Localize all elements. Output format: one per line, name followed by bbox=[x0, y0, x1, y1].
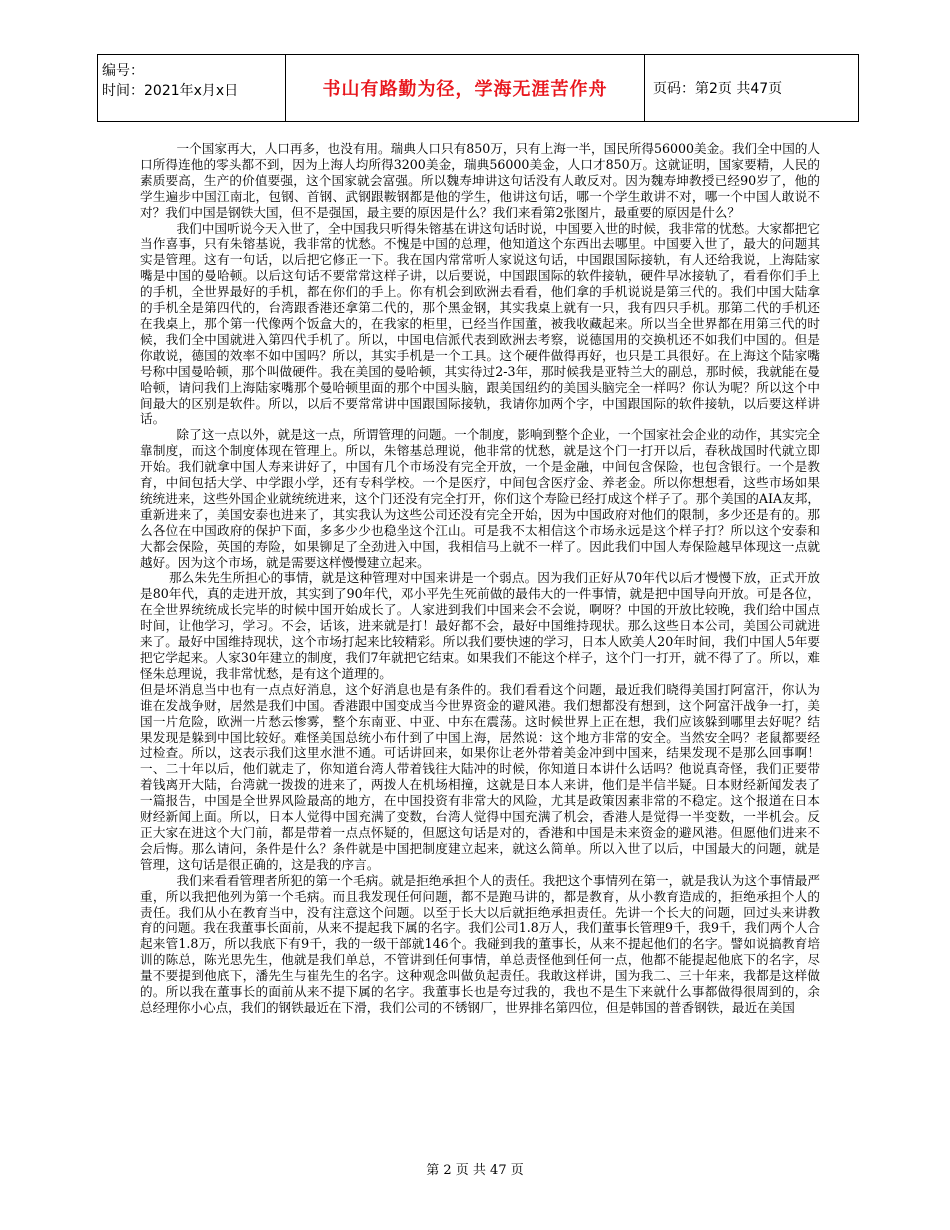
paragraph-3: 除了这一点以外，就是这一点，所谓管理的问题。一个制度，影响到整个企业，一个国家社会企业的动作，其实完全靠制度，而这个制度体现在管理上。所以，朱镕基总理说，他非常的忧愁，就是这个门一打开以后，春秋战国时代就立即开始。我们就拿中国人寿来讲好了，中国有几个市场没有完全开放，一个是金融，中间包含保险，也包含银行。一个是教育，中间包括大学、中学跟小学，还有专科学校。一个是医疗，中间包含医疗金、养老金。所以你想想看，这些市场如果统统进来，这些外国企业就统统进来，这个门还没有完全打开，你们这个寿险已经打成这个样子了。那个美国的AIA友邦，重新进来了，美国安泰也进来了，其实我认为这些公司还没有完全开始，因为中国政府对他们的限制，多少还是有的。那么各位在中国政府的保护下面，多多少少也稳坐这个江山。可是我不太相信这个市场永远是这个样子打？所以这个安泰和大都会保险，英国的寿险，如果铆足了全劲进入中国，我相信马上就不一样了。因此我们中国人寿保险越早体现这一点就越好。因为这个市场，就是需要这样慢慢建立起来。 bbox=[140, 427, 820, 570]
page-footer: 第 2 页 共 47 页 bbox=[426, 1163, 524, 1178]
header-motto: 书山有路勤为径，学海无涯苦作舟 bbox=[286, 55, 645, 121]
paragraph-1: 一个国家再大，人口再多，也没有用。瑞典人口只有850万，只有上海一半，国民所得56000美金。我们全中国的人口所得连他的零头都不到，因为上海人均所得3200美金，瑞典56000美金，人口才850万。这就证明，国家要精，人民的素质要高，生产的价值要强，这个国家就会富强。所以魏寿坤讲这句话没有人敢反对。因为魏寿坤教授已经90岁了，他的学生遍步中国江南北，包钢、首钢、武钢跟鞍钢都是他的学生，他讲这句话，哪一个学生敢讲不对，哪一个中国人敢说不对？我们中国是钢铁大国，但不是强国，最主要的原因是什么？我们来看第2张图片，最重要的原因是什么？ bbox=[140, 141, 820, 220]
header-meta bbox=[98, 55, 286, 121]
paragraph-5: 但是坏消息当中也有一点点好消息，这个好消息也是有条件的。我们看看这个问题，最近我们晓得美国打阿富汗，你认为谁在发战争财，居然是我们中国。香港跟中国变成当今世界资金的避风港。我们想都没有想到，这个阿富汗战争一打，美国一片危险，欧洲一片愁云惨雾，整个东南亚、中亚、中东在震荡。这时候世界上正在想，我们应该躲到哪里去好呢？结果发现是躲到中国比较好。难怪美国总统小布什到了中国上海，居然说：这个地方非常的安全。当然安全吗？老鼠都要经过检查。所以，这表示我们这里水泄不通。可话讲回来，如果你让老外带着美金冲到中国来，结果发现不是那么回事啊！一、二十年以后，他们就走了，你知道台湾人带着钱往大陆冲的时候，你知道日本讲什么话吗？他说真奇怪，我们正要带着钱离开大陆，台湾就一拨拨的进来了，两拨人在机场相撞，这就是日本人来讲，他们是半信半疑。日本财经新闻发表了一篇报告，中国是全世界风险最高的地方，在中国投资有非常大的风险，尤其是政策因素非常的不稳定。这个报道在日本财经新闻上面。所以，日本人觉得中国充满了变数，台湾人觉得中国充满了机会，香港人是觉得一半变数，一半机会。反正大家在进这个大门前，都是带着一点点怀疑的，但愿这句话是对的，香港和中国是未来资金的避风港。但愿他们进来不会后悔。那么请问，条件是什么？条件就是中国把制度建立起来，就这么简单。所以入世了以后，中国最大的问题，就是管理，这句话是很正确的，这是我的序言。 bbox=[140, 681, 820, 872]
header-page-info: 页码：第2页 共47页 bbox=[653, 81, 783, 97]
paragraph-4: 那么朱先生所担心的事情，就是这种管理对中国来讲是一个弱点。因为我们正好从70年代以后才慢慢下放，正式开放是80年代，真的走进开放，其实到了90年代，邓小平先生死前做的最伟大的一件事情，就是把中国导向开放。可是各位，在全世界统统成长完毕的时候中国开始成长了。人家进到我们中国来会不会说，啊呀？中国的开放比较晚，我们给中国点时间，让他学习，学习。不会，话该，进来就是打！最好都不会，最好中国维持现状。那么这些日本公司，美国公司就进来了。最好中国维持现状，这个市场打起来比较精彩。所以我们要快速的学习，日本人欧美人20年时间，我们中国人5年要把它学起来。人家30年建立的制度，我们7年就把它结束。如果我们不能这个样子，这个门一打开，就不得了了。所以，难怪朱总理说，我非常忧愁，是有这个道理的。 bbox=[140, 570, 820, 681]
document-number-label: 编号： bbox=[102, 63, 144, 79]
page-header bbox=[97, 54, 859, 122]
document-time-label: 时间：2021年x月x日 bbox=[102, 83, 239, 99]
paragraph-2: 我们中国听说今天入世了，全中国我只听得朱镕基在讲这句话时说，中国要入世的时候，我非常的忧愁。大家都把它当作喜事，只有朱镕基说，我非常的忧愁。不愧是中国的总理，他知道这个东西出去哪里。中国要入世了，最大的问题其实是管理。这有一句话，以后把它修正一下。我在国内常常听人家说这句话，中国跟国际接轨，有人还给我说，上海陆家嘴是中国的曼哈顿。以后这句话不要常常这样子讲，以后要说，中国跟国际的软件接轨，硬件早冰接轨了，看看你们手上的手机，全世界最好的手机，都在你们的手上。你有机会到欧洲去看看，他们拿的手机说说是第三代的。我们中国大陆拿的手机全是第四代的，台湾跟香港还拿第二代的，那个黑金钢，其实我桌上就有一只，我有四只手机。那第二代的手机还在我桌上，那个第一代像两个饭盒大的，在我家的柜里，已经当作国董，被我收藏起来。所以当全世界都在用第三代的时候，我们全中国就进入第四代手机了。所以，中国电信派代表到欧洲去考察，说德国用的交换机还不如我们中国的。但是你敢说，德国的效率不如中国吗？所以，其实手机是一个工具。这个硬件做得再好，也只是工具很好。在上海这个陆家嘴号称中国曼哈顿，那个叫做硬件。我在美国的曼哈顿，其实待过2-3年，那时候我是亚特兰大的副总，那时候，我就能在曼哈顿，请问我们上海陆家嘴那个曼哈顿里面的那个中国头脑，跟美国纽约的美国头脑完全一样吗？你认为呢？所以这个中间最大的区别是软件。所以，以后不要常常讲中国跟国际接轨，我请你加两个字，中国跟国际的软件接轨，以后要这样讲话。 bbox=[140, 220, 820, 427]
paragraph-6: 我们来看看管理者所犯的第一个毛病。就是拒绝承担个人的责任。我把这个事情列在第一，就是我认为这个事情最严重，所以我把他列为第一个毛病。而且我发现任何问题，都不是跑马讲的，都是教育，从小教育造成的，拒绝承担个人的责任。我们从小在教育当中，没有注意这个问题。以至于长大以后就拒绝承担责任。先讲一个长大的问题，回过头来讲教育的问题。我在我董事长面前，从来不提起我下属的名字。我们公司1.8万人，我们董事长管理9千，我9千，我们两个人合起来管1.8万，所以我底下有9千，我的一级干部就146个。我碰到我的董事长，从来不提起他们的名字。譬如说搞教育培训的陈总，陈光思先生，他就是我们单总，不管讲到任何事情，单总责怪他到任何一点，他都不能提起他底下的名字，尽量不要提到他底下，潘先生与崔先生的名字。这种观念叫做负起责任。我敢这样讲，国为我二、三十年来，我都是这样做的。所以我在董事长的面前从来不提下属的名字。我董事长也是夸过我的，我也不是生下来就什么事都做得很周到的，余总经理你小心点，我们的钢铁最近在下滑，我们公司的不锈钢厂，世界排名第四位，但是韩国的普香钢铁，最近在美国 bbox=[140, 872, 820, 1015]
document-body bbox=[140, 141, 820, 1016]
